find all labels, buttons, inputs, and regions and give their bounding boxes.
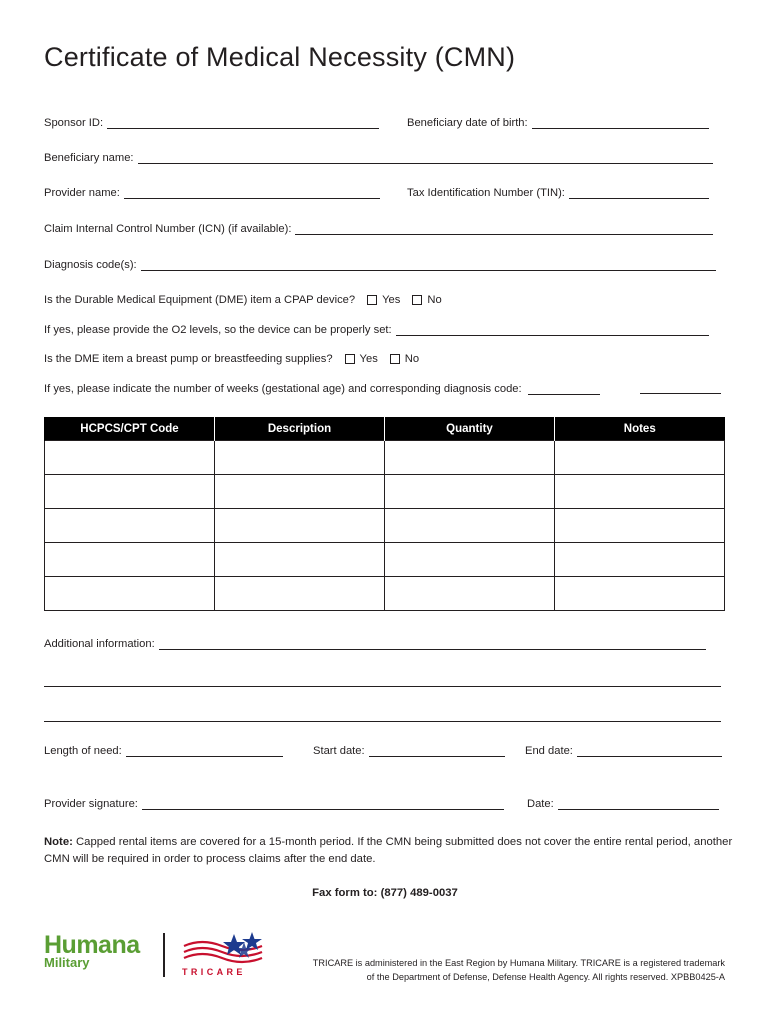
form-title: Certificate of Medical Necessity (CMN)	[44, 42, 516, 72]
additional-info-line-2	[44, 676, 721, 687]
dob-field[interactable]	[532, 118, 709, 129]
logo-divider	[163, 933, 165, 977]
cell-notes[interactable]	[555, 577, 725, 611]
cpap-yes-label: Yes	[382, 294, 401, 306]
end-date-field[interactable]	[577, 746, 722, 757]
cell-hcpcs[interactable]	[45, 543, 215, 577]
diagnosis-field[interactable]	[141, 260, 716, 271]
sponsor-id-field[interactable]	[107, 118, 379, 129]
cell-notes[interactable]	[555, 509, 725, 543]
breast-pump-question: Is the DME item a breast pump or breastfeeding supplies?	[44, 353, 333, 365]
additional-info-field[interactable]	[159, 639, 706, 650]
note-label: Note:	[44, 836, 73, 848]
signature-field[interactable]	[142, 799, 504, 810]
signature-date-field[interactable]	[558, 799, 719, 810]
tricare-flag-icon	[182, 932, 272, 968]
cell-hcpcs[interactable]	[45, 441, 215, 475]
table-row	[45, 509, 725, 543]
dob-label: Beneficiary date of birth:	[407, 117, 528, 129]
sponsor-id-row	[44, 117, 379, 129]
diagnosis-label: Diagnosis code(s):	[44, 259, 137, 271]
footer-line-1: TRICARE is administered in the East Region by Humana Military. TRICARE is a registered trademark	[312, 958, 725, 968]
footer-line-2: of the Department of Defense, Defense Health Agency. All rights reserved. XPBB0425-A	[366, 972, 725, 982]
beneficiary-name-field[interactable]	[138, 153, 713, 164]
signature-label: Provider signature:	[44, 798, 138, 810]
gestational-weeks-field[interactable]	[528, 384, 600, 395]
diagnosis-row	[44, 259, 716, 271]
signature-row	[44, 798, 504, 810]
o2-row	[44, 324, 709, 336]
additional-info-line-3	[44, 711, 721, 722]
start-date-label: Start date:	[313, 745, 365, 757]
cell-description[interactable]	[215, 509, 385, 543]
icn-field[interactable]	[295, 224, 713, 235]
tin-row	[407, 187, 709, 199]
end-date-label: End date:	[525, 745, 573, 757]
humana-wordmark: Humana	[44, 931, 140, 959]
length-of-need-row	[44, 745, 283, 757]
provider-name-label: Provider name:	[44, 187, 120, 199]
tin-label: Tax Identification Number (TIN):	[407, 187, 565, 199]
gestational-row	[44, 383, 600, 395]
cell-quantity[interactable]	[385, 577, 555, 611]
cell-hcpcs[interactable]	[45, 475, 215, 509]
cell-hcpcs[interactable]	[45, 509, 215, 543]
breast-pump-no-checkbox[interactable]	[390, 354, 400, 364]
gestational-code-row	[640, 383, 721, 394]
header-quantity: Quantity	[385, 417, 555, 441]
note-text: Capped rental items are covered for a 15-month period. If the CMN being submitted does not cover the entire rental period, another CMN will be required in order to process claims after the end date.	[44, 836, 733, 865]
header-hcpcs: HCPCS/CPT Code	[45, 417, 215, 441]
beneficiary-name-label: Beneficiary name:	[44, 152, 134, 164]
end-date-row	[525, 745, 722, 757]
start-date-row	[313, 745, 505, 757]
icn-label: Claim Internal Control Number (ICN) (if available):	[44, 223, 292, 235]
breast-pump-yes-label: Yes	[359, 353, 378, 365]
length-of-need-label: Length of need:	[44, 745, 122, 757]
table-header-row	[45, 417, 725, 441]
breast-pump-yes-checkbox[interactable]	[345, 354, 355, 364]
table-row	[45, 543, 725, 577]
length-of-need-field[interactable]	[126, 746, 283, 757]
cell-quantity[interactable]	[385, 475, 555, 509]
breast-pump-no-label: No	[404, 353, 420, 365]
tin-field[interactable]	[569, 188, 709, 199]
gestational-label: If yes, please indicate the number of weeks (gestational age) and corresponding diagnosis code:	[44, 383, 522, 395]
humana-military-logo	[44, 932, 140, 970]
additional-info-row	[44, 638, 706, 650]
additional-info-field-3[interactable]	[44, 711, 721, 722]
cpap-no-label: No	[427, 294, 442, 306]
o2-label: If yes, please provide the O2 levels, so the device can be properly set:	[44, 324, 392, 336]
fax-number: Fax form to: (877) 489-0037	[312, 887, 458, 899]
cpap-yes-checkbox[interactable]	[367, 295, 377, 305]
cell-description[interactable]	[215, 441, 385, 475]
o2-field[interactable]	[396, 325, 709, 336]
provider-name-row	[44, 187, 380, 199]
cell-hcpcs[interactable]	[45, 577, 215, 611]
signature-date-label: Date:	[527, 798, 554, 810]
tricare-wordmark: TRICARE	[182, 967, 246, 977]
table-row	[45, 441, 725, 475]
cpap-row	[44, 294, 442, 306]
equipment-table	[44, 417, 725, 611]
breast-pump-row	[44, 353, 419, 365]
cell-notes[interactable]	[555, 543, 725, 577]
cpap-no-checkbox[interactable]	[412, 295, 422, 305]
table-row	[45, 577, 725, 611]
signature-date-row	[527, 798, 719, 810]
cell-description[interactable]	[215, 543, 385, 577]
cell-notes[interactable]	[555, 441, 725, 475]
cell-quantity[interactable]	[385, 441, 555, 475]
footer-disclaimer	[305, 956, 725, 984]
cell-quantity[interactable]	[385, 509, 555, 543]
additional-info-label: Additional information:	[44, 638, 155, 650]
beneficiary-name-row	[44, 152, 713, 164]
cell-quantity[interactable]	[385, 543, 555, 577]
icn-row	[44, 223, 713, 235]
gestational-code-field[interactable]	[640, 383, 721, 394]
note-paragraph	[44, 834, 734, 868]
cell-description[interactable]	[215, 577, 385, 611]
sponsor-id-label: Sponsor ID:	[44, 117, 104, 129]
provider-name-field[interactable]	[124, 188, 380, 199]
cell-description[interactable]	[215, 475, 385, 509]
additional-info-field-2[interactable]	[44, 676, 721, 687]
cell-notes[interactable]	[555, 475, 725, 509]
military-wordmark: Military	[44, 955, 90, 970]
cpap-question: Is the Durable Medical Equipment (DME) item a CPAP device?	[44, 294, 356, 306]
header-description: Description	[215, 417, 385, 441]
header-notes: Notes	[555, 417, 725, 441]
table-row	[45, 475, 725, 509]
dob-row	[407, 117, 709, 129]
start-date-field[interactable]	[369, 746, 505, 757]
